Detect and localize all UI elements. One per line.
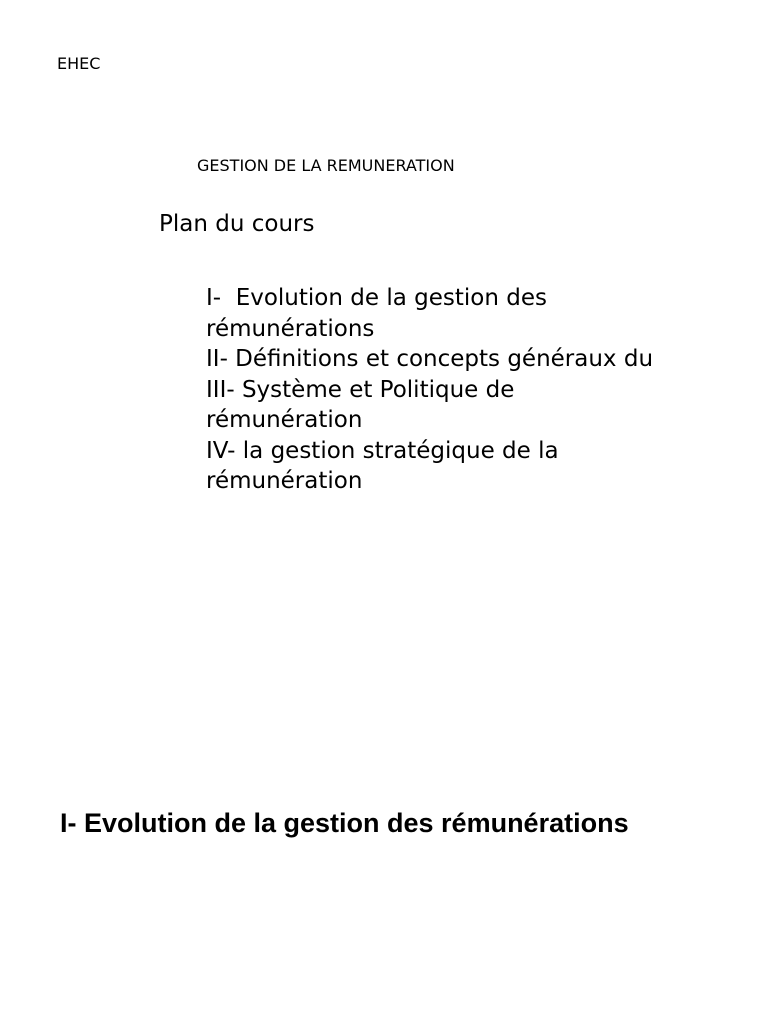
outline-line: III- Système et Politique de (206, 376, 515, 403)
plan-heading: Plan du cours (159, 211, 315, 237)
outline-line: I- Evolution de la gestion des (206, 285, 547, 311)
section-heading: I- Evolution de la gestion des rémunérations (60, 808, 629, 838)
document-title: GESTION DE LA REMUNERATION (197, 156, 455, 175)
outline-line: II- Définitions et concepts généraux du (206, 346, 654, 372)
outline-line: rémunérations (206, 315, 375, 342)
outline-line: rémunération (206, 468, 363, 494)
course-outline (206, 283, 726, 497)
outline-line: rémunération (206, 407, 363, 433)
school-name: EHEC (57, 54, 101, 73)
outline-line: IV- la gestion stratégique de la (206, 437, 559, 464)
